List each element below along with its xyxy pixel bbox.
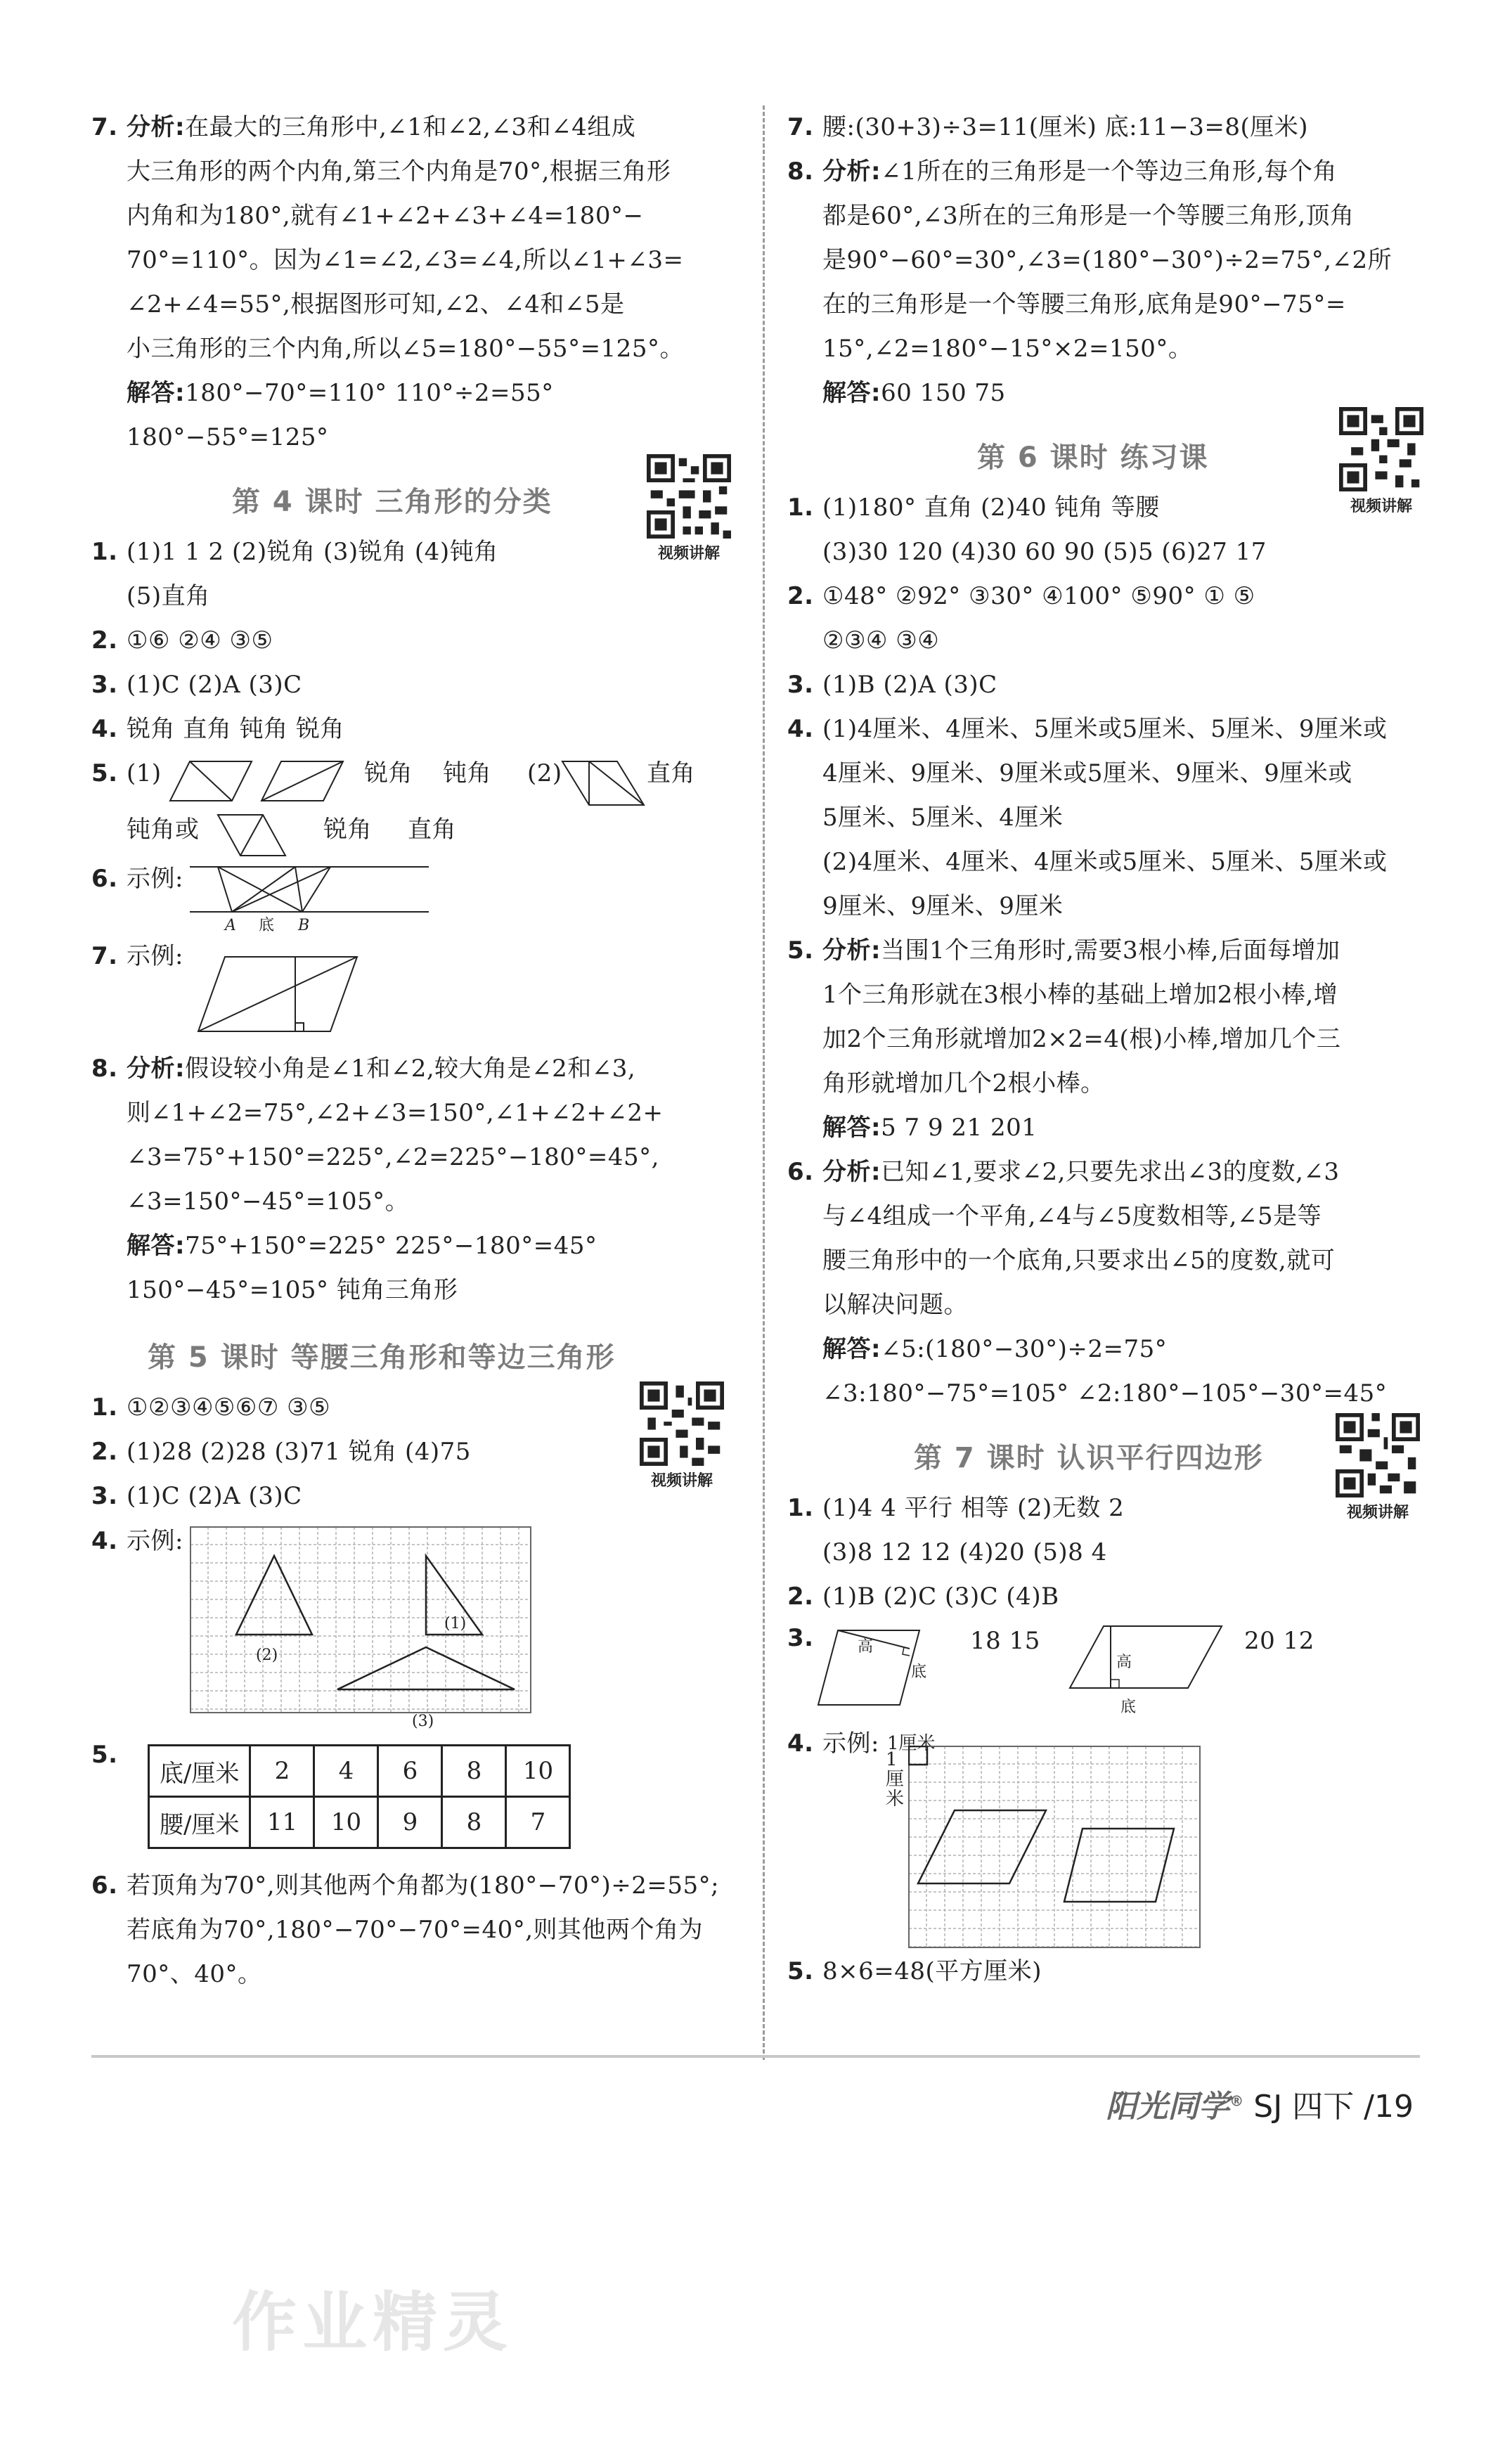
figure-label-1: (1): [444, 1615, 467, 1632]
parallelogram-split-figure-1: [169, 760, 253, 802]
table-cell: 2: [250, 1746, 314, 1797]
table-row: [149, 1746, 570, 1797]
lesson-7-q2: 2. (1)B (2)C (3)C (4)B: [787, 1583, 1059, 1611]
page-number: SJ 四下 /19: [1253, 2089, 1414, 2125]
parallelogram-split-figure-3: [561, 760, 645, 806]
table-cell: 10: [506, 1746, 570, 1797]
lesson-4-q4: 4. 锐角 直角 钝角 锐角: [91, 715, 344, 743]
lesson-5-title: 第 5 课时 等腰三角形和等边三角形: [148, 1341, 616, 1374]
qr-code[interactable]: 视频讲解: [1336, 1413, 1427, 1522]
lesson-4-q1: 1. (1)1 1 2 (2)锐角 (3)锐角 (4)钝角 (5)直角: [91, 538, 498, 610]
height-label: 高: [1116, 1654, 1132, 1671]
watermark: 作业精灵: [232, 2285, 514, 2360]
row-header: 腰/厘米: [149, 1797, 250, 1848]
table-cell: 10: [314, 1797, 378, 1848]
right-column: [787, 105, 1434, 1994]
unit-label: 1厘米: [887, 1733, 936, 1754]
qr-code[interactable]: 视频讲解: [1339, 407, 1430, 516]
qr-code[interactable]: 视频讲解: [647, 454, 738, 563]
base-label: 底: [1120, 1699, 1137, 1716]
lesson-5-q4: 4. 示例: (1) (2) (3): [91, 1519, 738, 1737]
lesson-4-title: 第 4 课时 三角形的分类: [232, 486, 553, 518]
lesson-7-header: [787, 1416, 1434, 1521]
lesson-5-q6: 6. 若顶角为70°,则其他两个角都为(180°−70°)÷2=55°; 若底角为70°,180°−70°−70°=40°,则其他两个角为 70°、40°。: [91, 1872, 720, 1988]
table-cell: 7: [506, 1797, 570, 1848]
row-header: 底/厘米: [149, 1746, 250, 1797]
qr-code-icon: [1336, 1413, 1420, 1497]
left-column: [91, 105, 738, 1997]
qr-code-icon: [640, 1381, 724, 1466]
lesson-7-q1: 1. (1)4 4 平行 相等 (2)无数 2 (3)8 12 12 (4)20 (5)8 4: [787, 1494, 1125, 1566]
base-label: 底: [911, 1663, 927, 1681]
lesson-6-title: 第 6 课时 练习课: [977, 442, 1209, 474]
page-footer: [1106, 2081, 1414, 2126]
base-leg-table: [148, 1744, 571, 1849]
column-divider: [763, 105, 765, 2060]
lesson-6-q2: 2. ①48° ②92° ③30° ④100° ⑤90° ① ⑤ ②③④ ③④: [787, 582, 1255, 655]
lesson-6-q4: 4. (1)4厘米、4厘米、5厘米或5厘米、5厘米、9厘米或 4厘米、9厘米、9厘米或5厘米、9厘米、9厘米或 5厘米、5厘米、4厘米 (2)4厘米、4厘米、4厘米或5厘米、5厘米、5厘米或 9厘米、9厘米、9厘米: [787, 715, 1388, 920]
qr-code[interactable]: 视频讲解: [640, 1381, 731, 1490]
parallelogram-height-figure-1: [815, 1626, 935, 1711]
figure-label-2: (2): [256, 1647, 278, 1664]
footer-divider: [91, 2055, 1420, 2058]
lesson-6-q1: 1. (1)180° 直角 (2)40 钝角 等腰 (3)30 120 (4)30 60 90 (5)5 (6)27 17: [787, 494, 1267, 566]
lesson-4-q2: 2. ①⑥ ②④ ③⑤: [91, 626, 273, 655]
lesson-7-q5: 5. 8×6=48(平方厘米): [787, 1957, 1042, 1985]
lesson-6-header: [787, 415, 1434, 515]
lesson-4-q3: 3. (1)C (2)A (3)C: [91, 671, 302, 699]
unit-label-vertical: 1厘米: [886, 1749, 905, 1810]
triangle-drawing-grid: [190, 1526, 531, 1729]
lesson-4-q7: 7. 示例:: [91, 934, 738, 1047]
point-b-label: B: [298, 917, 310, 933]
lesson-7-q3: 3. 高 底 18 15 高 底 20 12: [787, 1619, 1434, 1725]
base-label: 底: [259, 917, 275, 933]
table-cell: 6: [378, 1746, 442, 1797]
table-cell: 8: [442, 1797, 506, 1848]
lesson-4-header: [91, 460, 738, 562]
table-cell: 8: [442, 1746, 506, 1797]
height-label: 高: [858, 1638, 874, 1656]
lesson-7-title: 第 7 课时 认识平行四边形: [914, 1442, 1264, 1474]
lesson-6-q6: 6. 分析:已知∠1,要求∠2,只要先求出∠3的度数,∠3 与∠4组成一个平角,∠4与∠5度数相等,∠5是等 腰三角形中的一个底角,只要求出∠5的度数,就可 以解决问题。 解答:∠5:(180°−30°)÷2=75° ∠3:180°−75°=105° ∠2:180°−105°−30°=45°: [787, 1158, 1388, 1407]
lesson-7-q4: 4. 示例: 1厘米 1厘米: [787, 1725, 1434, 1950]
parallel-lines-triangles-figure: [190, 863, 429, 933]
lesson-6-q5: 5. 分析:当围1个三角形时,需要3根小棒,后面每增加 1个三角形就在3根小棒的基础上增加2根小棒,增 加2个三角形就增加2×2=4(根)小棒,增加几个三 角形就增加几个2根小棒。 解答:5 7 9 21 201: [787, 936, 1341, 1142]
right-problem-7: 7. 腰:(30+3)÷3=11(厘米) 底:11−3=8(厘米): [787, 113, 1309, 141]
lesson-4-q8: 8. 分析:假设较小角是∠1和∠2,较大角是∠2和∠3, 则∠1+∠2=75°,∠2+∠3=150°,∠1+∠2+∠2+ ∠3=75°+150°=225°,∠2=225°−180°=45°, ∠3=150°−45°=105°。 解答:75°+150°=225° 225°−180°=45° 150°−45°=105° 钝角三角形: [91, 1055, 664, 1304]
figure-label-3: (3): [412, 1713, 434, 1729]
parallelogram-drawing-grid: [908, 1746, 1201, 1948]
qr-code-icon: [1339, 407, 1423, 491]
table-cell: 4: [314, 1746, 378, 1797]
parallelogram-height-figure: [197, 955, 358, 1033]
lesson-5-header: [91, 1315, 738, 1386]
right-problem-8: 8. 分析:∠1所在的三角形是一个等边三角形,每个角 都是60°,∠3所在的三角形是一个等腰三角形,顶角 是90°−60°=30°,∠3=(180°−30°)÷2=75°,∠2所 在的三角形是一个等腰三角形,底角是90°−75°= 15°,∠2=180°−15°×2=150°。 解答:60 150 75: [787, 157, 1393, 407]
point-a-label: A: [225, 917, 236, 933]
brand-logo: 阳光同学®: [1106, 2089, 1244, 2125]
lesson-6-q3: 3. (1)B (2)A (3)C: [787, 671, 997, 699]
parallelogram-split-figure-2: [260, 760, 344, 802]
qr-code-icon: [647, 454, 731, 539]
left-problem-7: 7. 分析:在最大的三角形中,∠1和∠2,∠3和∠4组成 大三角形的两个内角,第三个内角是70°,根据三角形 内角和为180°,就有∠1+∠2+∠3+∠4=180°− 70°=110°。因为∠1=∠2,∠3=∠4,所以∠1+∠3= ∠2+∠4=55°,根据图形可知,∠2、∠4和∠5是 小三角形的三个内角,所以∠5=180°−55°=125°。 解答:180°−70°=110° 110°÷2=55° 180°−55°=125°: [91, 113, 684, 451]
lesson-4-q5: 5. (1) 锐角 钝角 (2) 直角 钝角或 锐角 直角: [91, 752, 738, 857]
table-row: [149, 1797, 570, 1848]
lesson-5-q5: 5. 底/厘米 2 4 6 8 10 腰/厘米 11 10 9 8 7: [91, 1737, 738, 1864]
parallelogram-height-figure-2: [1068, 1625, 1223, 1723]
lesson-5-q1-q3: 1. ①②③④⑤⑥⑦ ③⑤ 2. (1)28 (2)28 (3)71 锐角 (4)75 3. (1)C (2)A (3)C 视频讲解: [91, 1386, 738, 1519]
parallelogram-split-figure-4: [217, 813, 287, 857]
lesson-4-q6: 6. 示例: A 底 B: [91, 857, 738, 934]
table-cell: 9: [378, 1797, 442, 1848]
table-cell: 11: [250, 1797, 314, 1848]
